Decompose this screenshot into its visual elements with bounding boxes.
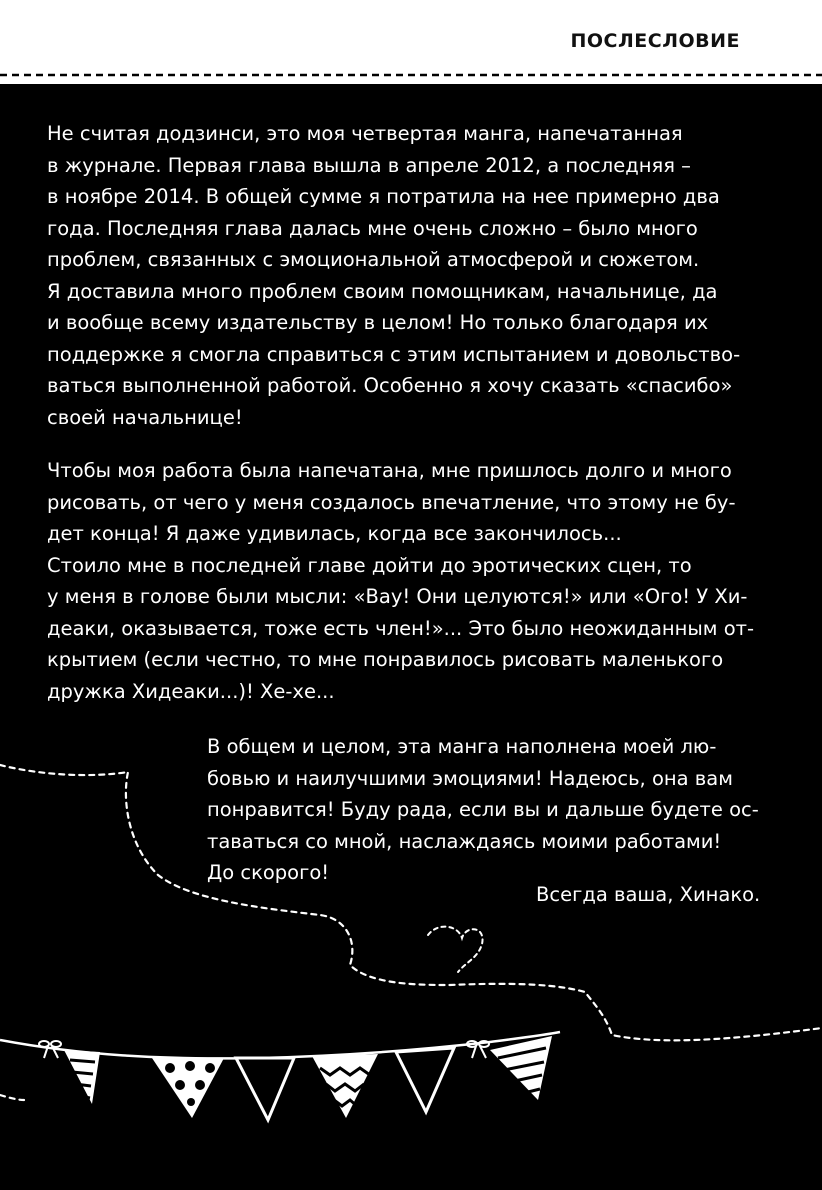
page-title: ПОСЛЕСЛОВИЕ <box>570 30 740 52</box>
text-line: Я доставила много проблем своим помощникам, начальнице, да <box>47 279 718 303</box>
afterword-paragraph-2 <box>47 455 754 707</box>
text-line: деаки, оказывается, тоже есть член!»... Это было неожиданным от- <box>47 616 755 640</box>
text-line: у меня в голове были мысли: «Вау! Они целуются!» или «Ого! У Хи- <box>47 585 748 608</box>
text-line: понравится! Буду рада, если вы и дальше будете ос- <box>207 798 759 821</box>
text-line: бовью и наилучшими эмоциями! Надеюсь, она вам <box>207 766 733 790</box>
bunting-flag-icon <box>312 1054 378 1118</box>
text-line: Не считая додзинси, это моя четвертая манга, напечатанная <box>47 122 683 145</box>
text-line: ваться выполненной работой. Особенно я хочу сказать «спасибо» <box>47 374 733 397</box>
bunting-flag-icon <box>490 1036 552 1100</box>
text-line: поддержке я смогла справиться с этим испытанием и довольство- <box>47 342 741 366</box>
text-line: и вообще всему издательству в целом! Но только благодаря их <box>47 311 709 334</box>
text-line: дружка Хидеаки...)! Хе-хе... <box>47 679 335 703</box>
bow-knot-icon <box>39 1041 61 1058</box>
text-line: в журнале. Первая глава вышла в апреле 2012, а последняя – <box>47 153 691 177</box>
author-signature: Всегда ваша, Хинако. <box>536 883 761 906</box>
bow-knot-icon <box>467 1041 489 1058</box>
dashed-swirl-lower <box>0 1095 24 1100</box>
text-line: В общем и целом, эта манга наполнена моей лю- <box>207 735 717 758</box>
text-line: года. Последняя глава далась мне очень сложно – было много <box>47 216 698 240</box>
bunting-flag-icon <box>152 1058 224 1118</box>
text-line: Стоило мне в последней главе дойти до эротических сцен, то <box>47 553 692 577</box>
bunting-string <box>0 1032 560 1058</box>
bunting-flag-icon <box>236 1058 294 1120</box>
text-line: До скорого! <box>207 861 330 884</box>
text-line: проблем, связанных с эмоциональной атмосферой и сюжетом. <box>47 248 700 271</box>
bunting-flag-icon <box>396 1048 454 1112</box>
text-line: своей начальнице! <box>47 405 243 429</box>
text-line: в ноябре 2014. В общей сумме я потратила на нее примерно два <box>47 185 720 208</box>
text-line: таваться со мной, наслаждаясь моими работами! <box>207 829 722 853</box>
bunting-flag-icon <box>64 1050 100 1104</box>
text-line: дет конца! Я даже удивилась, когда все закончилось... <box>47 522 622 545</box>
afterword-paragraph-3 <box>207 731 759 889</box>
header-dashed-border <box>0 72 822 78</box>
text-line: рисовать, от чего у меня создалось впечатление, что этому не бу- <box>47 490 736 514</box>
text-line: Чтобы моя работа была напечатана, мне пришлось долго и много <box>47 459 732 482</box>
heart-icon <box>428 927 483 972</box>
text-line: крытием (если честно, то мне понравилось рисовать маленького <box>47 648 724 671</box>
afterword-paragraph-1 <box>47 118 740 433</box>
